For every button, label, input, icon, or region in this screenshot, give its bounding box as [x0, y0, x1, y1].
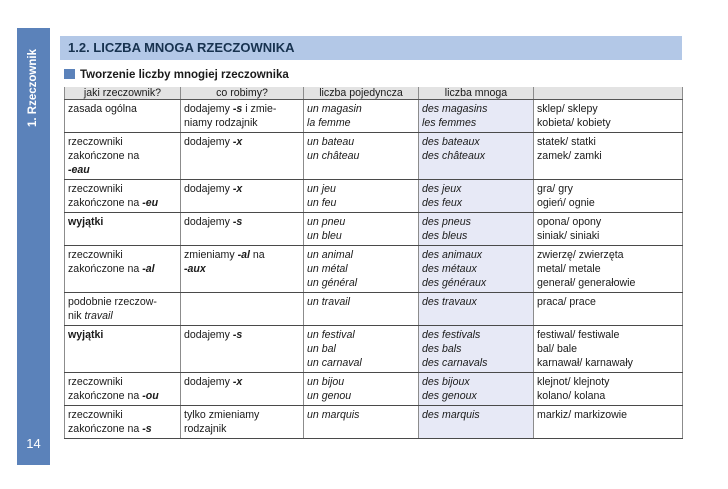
translation-cell: festiwal/ festiwale bal/ bale karnawał/ karnawały [534, 326, 683, 373]
section-title: 1.2. LICZBA MNOGA RZECZOWNIKA [68, 40, 295, 55]
page-number: 14 [26, 436, 41, 451]
rule-cell: dodajemy -x [181, 180, 304, 213]
plural-cell: des bateaux des châteaux [419, 133, 534, 180]
column-header: liczba pojedyncza [304, 87, 419, 100]
table-row [65, 213, 683, 246]
rule-cell: tylko zmieniamy rodzajnik [181, 406, 304, 439]
column-header: co robimy? [181, 87, 304, 100]
translation-cell: zwierzę/ zwierzęta metal/ metale generał/ generałowie [534, 246, 683, 293]
plural-cell: des magasins les femmes [419, 100, 534, 133]
plural-cell: des jeux des feux [419, 180, 534, 213]
word-type-cell: rzeczowniki zakończone na -s [65, 406, 181, 439]
table-row [65, 100, 683, 133]
word-type-cell: podobnie rzeczow- nik travail [65, 293, 181, 326]
square-bullet-icon [64, 69, 75, 79]
singular-cell: un magasin la femme [304, 100, 419, 133]
word-type-cell: rzeczowniki zakończone na -ou [65, 373, 181, 406]
table-row [65, 293, 683, 326]
table-row [65, 180, 683, 213]
translation-cell: klejnot/ klejnoty kolano/ kolana [534, 373, 683, 406]
table-row [65, 133, 683, 180]
singular-cell: un bijou un genou [304, 373, 419, 406]
subsection-title: Tworzenie liczby mnogiej rzeczownika [80, 69, 289, 81]
singular-cell: un travail [304, 293, 419, 326]
word-type-cell: wyjątki [65, 326, 181, 373]
plural-cell: des marquis [419, 406, 534, 439]
rule-cell [181, 293, 304, 326]
translation-cell: statek/ statki zamek/ zamki [534, 133, 683, 180]
chapter-label: 1. Rzeczownik [27, 49, 39, 127]
word-type-cell: wyjątki [65, 213, 181, 246]
table-row [65, 326, 683, 373]
column-header: liczba mnoga [419, 87, 534, 100]
word-type-cell: rzeczowniki zakończone na -eu [65, 180, 181, 213]
column-header [534, 87, 683, 100]
rule-cell: dodajemy -s [181, 213, 304, 246]
table-row [65, 373, 683, 406]
section-title-bar [60, 36, 682, 60]
translation-cell: markiz/ markizowie [534, 406, 683, 439]
singular-cell: un bateau un château [304, 133, 419, 180]
plural-cell: des bijoux des genoux [419, 373, 534, 406]
singular-cell: un marquis [304, 406, 419, 439]
translation-cell: sklep/ sklepy kobieta/ kobiety [534, 100, 683, 133]
word-type-cell: zasada ogólna [65, 100, 181, 133]
plural-rules-table [64, 87, 683, 439]
word-type-cell: rzeczowniki zakończone na -al [65, 246, 181, 293]
table-body [65, 100, 683, 439]
column-header: jaki rzeczownik? [65, 87, 181, 100]
plural-cell: des animaux des métaux des généraux [419, 246, 534, 293]
table-header-row [65, 87, 683, 100]
table-row [65, 406, 683, 439]
word-type-cell: rzeczowniki zakończone na -eau [65, 133, 181, 180]
plural-cell: des travaux [419, 293, 534, 326]
singular-cell: un animal un métal un général [304, 246, 419, 293]
rule-cell: dodajemy -s [181, 326, 304, 373]
translation-cell: praca/ prace [534, 293, 683, 326]
rule-cell: dodajemy -x [181, 133, 304, 180]
rule-cell: dodajemy -s i zmie- niamy rodzajnik [181, 100, 304, 133]
singular-cell: un festival un bal un carnaval [304, 326, 419, 373]
translation-cell: gra/ gry ogień/ ognie [534, 180, 683, 213]
singular-cell: un jeu un feu [304, 180, 419, 213]
rule-cell: zmieniamy -al na -aux [181, 246, 304, 293]
plural-cell: des pneus des bleus [419, 213, 534, 246]
plural-cell: des festivals des bals des carnavals [419, 326, 534, 373]
translation-cell: opona/ opony siniak/ siniaki [534, 213, 683, 246]
singular-cell: un pneu un bleu [304, 213, 419, 246]
rule-cell: dodajemy -x [181, 373, 304, 406]
subsection-heading [64, 69, 289, 81]
table-row [65, 246, 683, 293]
